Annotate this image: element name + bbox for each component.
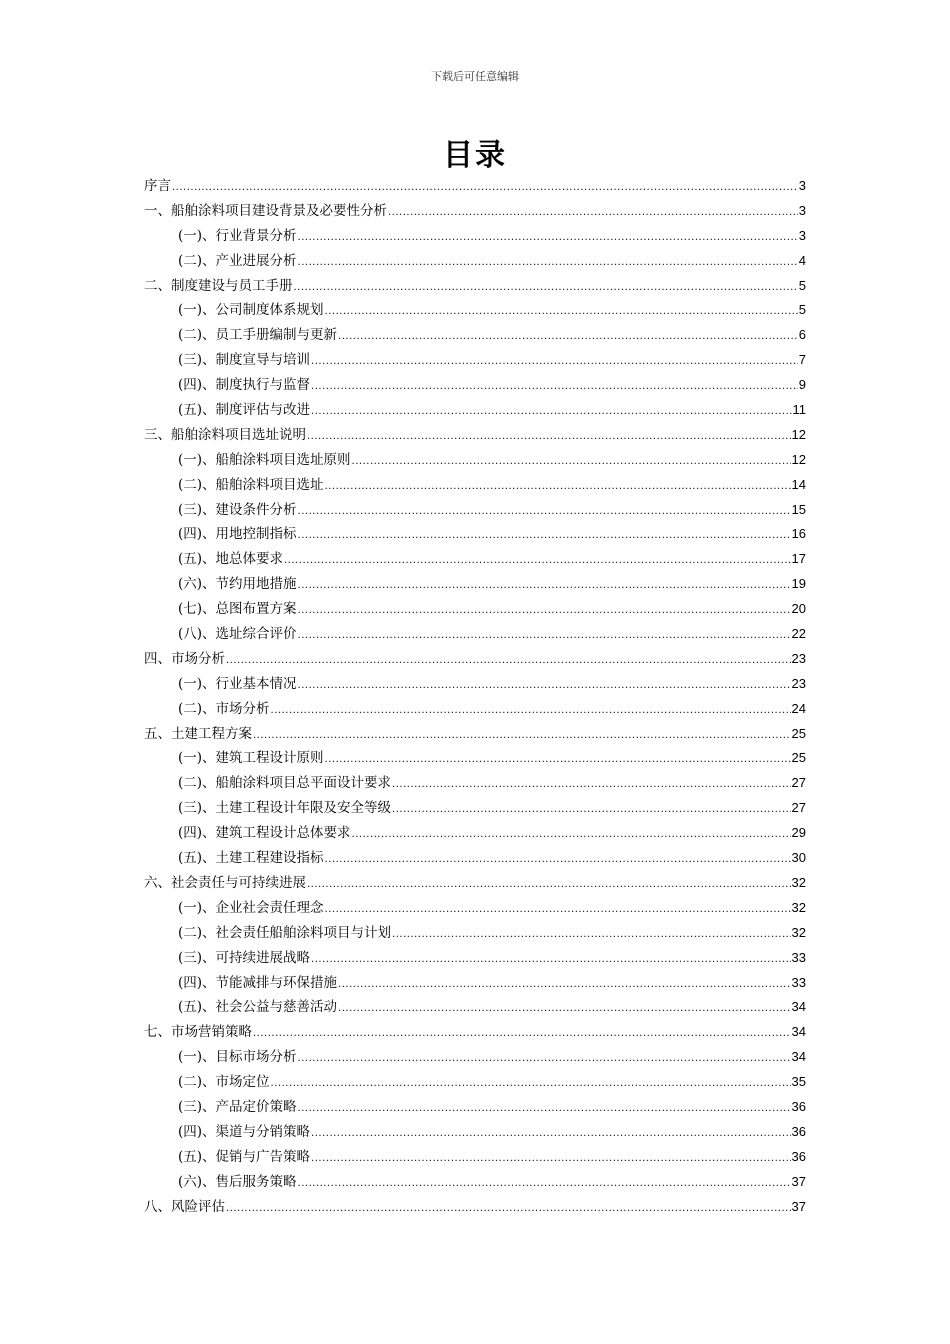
toc-page-number: 23 [791,675,806,691]
toc-entry[interactable] [144,572,806,597]
toc-entry[interactable] [144,896,806,921]
toc-entry-title: (一)、公司制度体系规划 [178,302,324,319]
toc-page-number: 22 [791,626,806,642]
toc-entry[interactable] [144,722,806,747]
toc-page-number: 16 [791,526,806,542]
toc-entry-title: (二)、产业进展分析 [178,252,297,269]
toc-entry-title: (二)、市场定位 [178,1074,270,1091]
toc-entry-title: (三)、可持续进展战略 [178,949,311,966]
toc-page-number: 34 [791,1049,806,1065]
toc-entry-title: 二、制度建设与员工手册 [144,277,293,294]
toc-entry[interactable] [144,871,806,896]
toc-entry[interactable] [144,398,806,423]
toc-page-number: 19 [791,576,806,592]
dot-leader [392,773,790,796]
dot-leader [311,1122,790,1145]
dot-leader [298,251,798,274]
toc-entry-title: (一)、行业基本情况 [178,675,297,692]
toc-entry-title: 四、市场分析 [144,650,225,667]
dot-leader [392,923,790,946]
toc-entry-title: 序言 [144,178,171,194]
dot-leader [311,375,798,398]
toc-page-number: 30 [791,850,806,866]
toc-entry-title: (一)、企业社会责任理念 [178,899,324,916]
toc-page-number: 24 [791,700,806,716]
toc-entry-title: 一、船舶涂料项目建设背景及必要性分析 [144,202,387,219]
toc-page-number: 27 [791,800,806,816]
toc-entry-title: (五)、社会公益与慈善活动 [178,999,338,1016]
toc-entry-title: (六)、节约用地措施 [178,576,297,593]
dot-leader [298,1097,791,1120]
toc-page-number: 34 [791,999,806,1015]
toc-page-number: 34 [791,1024,806,1040]
toc-page-number: 32 [791,924,806,940]
dot-leader [392,798,790,821]
table-of-contents [144,174,806,1219]
toc-page-number: 17 [791,551,806,567]
toc-page-number: 5 [798,302,806,318]
toc-entry[interactable] [144,1145,806,1170]
toc-page-number: 3 [798,227,806,243]
toc-entry[interactable] [144,274,806,299]
page-title: 目录 [443,138,507,173]
toc-entry[interactable] [144,323,806,348]
dot-leader [298,674,791,697]
toc-page-number: 12 [791,426,806,442]
toc-page-number: 33 [791,949,806,965]
dot-leader [325,898,791,921]
toc-entry-title: (二)、社会责任船舶涂料项目与计划 [178,924,392,941]
dot-leader [325,848,791,871]
toc-page-number: 6 [798,327,806,343]
dot-leader [307,873,791,896]
toc-entry-title: (五)、土建工程建设指标 [178,850,324,867]
toc-entry[interactable] [144,821,806,846]
toc-page-number: 20 [791,601,806,617]
toc-entry[interactable] [144,995,806,1020]
toc-entry-title: (八)、选址综合评价 [178,626,297,643]
toc-page-number: 9 [798,377,806,393]
toc-entry-title: (一)、船舶涂料项目选址原则 [178,451,351,468]
dot-leader [226,1197,791,1220]
toc-page-number: 33 [791,974,806,990]
toc-entry[interactable] [144,448,806,473]
toc-entry[interactable] [144,622,806,647]
toc-entry[interactable] [144,1045,806,1070]
toc-entry-title: (一)、行业背景分析 [178,227,297,244]
dot-leader [253,1022,791,1045]
toc-page-number: 15 [791,501,806,517]
dot-leader [311,350,798,373]
dot-leader [388,201,798,224]
toc-page-number: 35 [791,1074,806,1090]
dot-leader [298,524,791,547]
toc-entry[interactable] [144,746,806,771]
toc-page-number: 37 [791,1198,806,1214]
toc-page-number: 23 [791,650,806,666]
toc-page-number: 4 [798,252,806,268]
toc-page-number: 32 [791,899,806,915]
toc-page-number: 36 [791,1148,806,1164]
toc-entry-title: (二)、船舶涂料项目总平面设计要求 [178,775,392,792]
toc-page-number: 25 [791,725,806,741]
toc-entry[interactable] [144,921,806,946]
toc-entry-title: 三、船舶涂料项目选址说明 [144,426,306,443]
toc-entry[interactable] [144,1070,806,1095]
toc-entry[interactable] [144,199,806,224]
toc-page-number: 25 [791,750,806,766]
dot-leader [298,1172,791,1195]
toc-entry-title: (二)、市场分析 [178,700,270,717]
dot-leader [271,699,791,722]
toc-entry[interactable] [144,1120,806,1145]
toc-entry[interactable] [144,697,806,722]
toc-page-number: 3 [798,178,806,193]
dot-leader [325,300,798,323]
toc-page-number: 37 [791,1173,806,1189]
toc-entry[interactable] [144,423,806,448]
toc-entry[interactable] [144,1095,806,1120]
toc-entry-title: (二)、员工手册编制与更新 [178,327,338,344]
toc-entry-title: 八、风险评估 [144,1198,225,1215]
toc-entry[interactable] [144,597,806,622]
toc-entry-title: (五)、地总体要求 [178,551,284,568]
toc-page-number: 14 [791,476,806,492]
toc-page-number: 27 [791,775,806,791]
toc-page-number: 5 [798,277,806,293]
toc-entry-title: (六)、售后服务策略 [178,1173,297,1190]
dot-leader [325,475,791,498]
dot-leader [311,948,790,971]
toc-entry[interactable] [144,946,806,971]
dot-leader [253,724,791,747]
dot-leader [352,450,791,473]
toc-entry-title: (一)、目标市场分析 [178,1049,297,1066]
header-note: 下载后可任意编辑 [431,70,519,83]
toc-entry-title: 七、市场营销策略 [144,1024,252,1041]
dot-leader [298,500,791,523]
toc-page-number: 3 [798,202,806,218]
toc-entry[interactable] [144,547,806,572]
toc-entry[interactable] [144,1020,806,1045]
toc-entry-title: (二)、船舶涂料项目选址 [178,476,324,493]
toc-page-number: 11 [792,402,806,418]
dot-leader [338,973,790,996]
dot-leader [311,400,791,423]
toc-entry-title: (三)、制度宣导与培训 [178,352,311,369]
toc-entry[interactable] [144,249,806,274]
toc-page-number: 29 [791,825,806,841]
toc-entry-title: (五)、制度评估与改进 [178,402,311,419]
toc-entry-title: (四)、用地控制指标 [178,526,297,543]
dot-leader [271,1072,791,1095]
dot-leader [172,176,798,199]
toc-entry[interactable] [144,174,806,199]
dot-leader [298,1047,791,1070]
toc-entry-title: (四)、节能减排与环保措施 [178,974,338,991]
toc-entry[interactable] [144,224,806,249]
toc-entry-title: (一)、建筑工程设计原则 [178,750,324,767]
toc-entry[interactable] [144,771,806,796]
dot-leader [284,549,790,572]
dot-leader [307,425,791,448]
dot-leader [298,624,791,647]
dot-leader [338,325,798,348]
toc-entry[interactable] [144,796,806,821]
toc-entry[interactable] [144,647,806,672]
dot-leader [226,649,791,672]
toc-entry[interactable] [144,473,806,498]
toc-entry-title: (三)、土建工程设计年限及安全等级 [178,800,392,817]
toc-entry-title: (四)、制度执行与监督 [178,377,311,394]
toc-page-number: 7 [798,352,806,368]
toc-page-number: 12 [791,451,806,467]
dot-leader [298,574,791,597]
dot-leader [311,1147,790,1170]
toc-entry[interactable] [144,373,806,398]
toc-page-number: 32 [791,874,806,890]
dot-leader [294,276,798,299]
toc-entry[interactable] [144,672,806,697]
toc-page-number: 36 [791,1098,806,1114]
toc-entry[interactable] [144,348,806,373]
toc-entry-title: (七)、总图布置方案 [178,601,297,618]
toc-entry[interactable] [144,522,806,547]
dot-leader [298,599,791,622]
toc-entry-title: 五、土建工程方案 [144,725,252,742]
dot-leader [325,748,791,771]
toc-entry-title: (三)、建设条件分析 [178,501,297,518]
toc-entry[interactable] [144,298,806,323]
toc-entry-title: (五)、促销与广告策略 [178,1148,311,1165]
dot-leader [338,997,790,1020]
toc-entry-title: (四)、渠道与分销策略 [178,1123,311,1140]
toc-entry[interactable] [144,846,806,871]
toc-entry-title: 六、社会责任与可持续进展 [144,874,306,891]
dot-leader [352,823,791,846]
toc-entry[interactable] [144,1195,806,1220]
dot-leader [298,226,798,249]
toc-entry[interactable] [144,1170,806,1195]
toc-page-number: 36 [791,1123,806,1139]
toc-entry-title: (三)、产品定价策略 [178,1098,297,1115]
toc-entry[interactable] [144,498,806,523]
toc-entry[interactable] [144,971,806,996]
toc-entry-title: (四)、建筑工程设计总体要求 [178,825,351,842]
